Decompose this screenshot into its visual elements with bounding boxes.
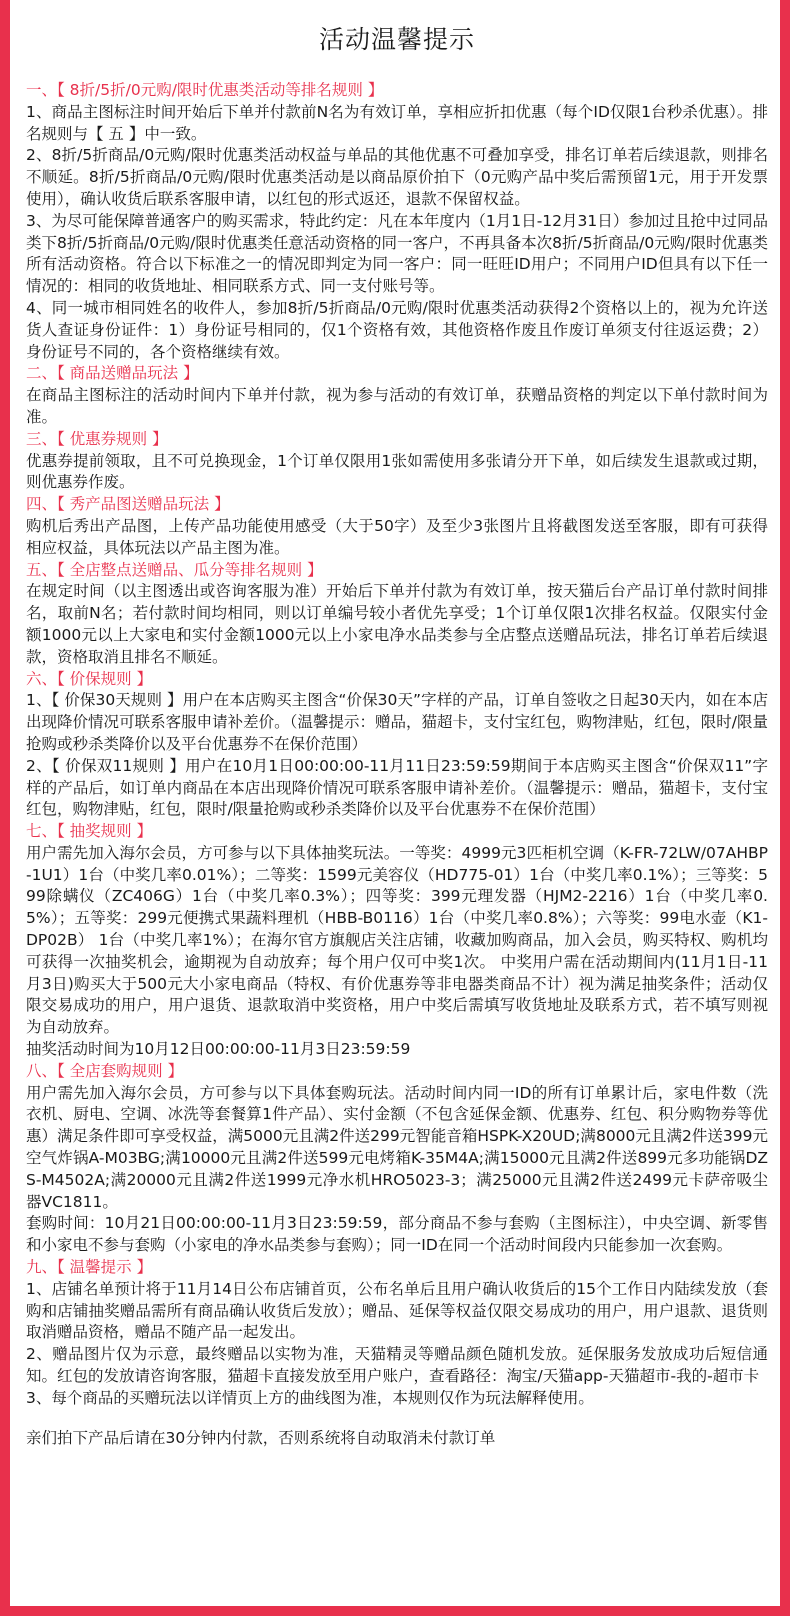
section-paragraph: 抽奖活动时间为10月12日00:00:00-11月3日23:59:59 <box>26 1040 411 1059</box>
section-paragraph: 4、同一城市相同姓名的收件人，参加8折/5折商品/0元购/限时优惠类活动获得2个资格以上的，视为允许送货人查证身份证件：1）身份证号相同的，仅1个资格有效，其他资格作废且作废订单须支付往返运费；2）身份证号不同的，各个资格继续有效。 <box>26 298 768 361</box>
section-heading: 七、【 抽奖规则 】 <box>26 822 153 841</box>
section-paragraph: 2、8折/5折商品/0元购/限时优惠类活动权益与单品的其他优惠不可叠加享受，排名订单若后续退款，则排名不顺延。8折/5折商品/0元购/限时优惠类活动是以商品原价拍下（0元购产品中奖后需预留1元，用于开发票使用），确认收货后联系客服申请，以红包的形式返还，退款不保留权益。 <box>26 146 768 208</box>
section-2 <box>26 363 768 428</box>
section-paragraph: 2、【 价保双11规则 】用户在10月1日00:00:00-11月11日23:59:59期间于本店购买主图含“价保双11”字样的产品后，如订单内商品在本店出现降价情况可联系客服申请补差价。（温馨提示：赠品，猫超卡，支付宝红包，购物津贴，红包，限时/限量抢购或秒杀类降价以及平台优惠券不在保价范围） <box>26 756 768 819</box>
section-heading: 四、【 秀产品图送赠品玩法 】 <box>26 495 230 514</box>
section-heading: 六、【 价保规则 】 <box>26 669 153 688</box>
section-7 <box>26 821 768 1061</box>
section-heading: 五、【 全店整点送赠品、瓜分等排名规则 】 <box>26 560 323 579</box>
section-heading: 八、【 全店套购规则 】 <box>26 1061 184 1080</box>
section-paragraph: 1、商品主图标注时间开始后下单并付款前N名为有效订单，享相应折扣优惠（每个ID仅限1台秒杀优惠）。排名规则与【 五 】中一致。 <box>26 102 768 143</box>
section-paragraph: 用户需先加入海尔会员，方可参与以下具体套购玩法。活动时间内同一ID的所有订单累计后，家电件数（洗衣机、厨电、空调、冰洗等套餐算1件产品）、实付金额（不包含延保金额、优惠券、红包、积分购物券等优惠）满足条件即可享受权益，满5000元且满2件送299元智能音箱HSPK-X20UD;满8000元且满2件送399元空气炸锅A-M03BG;满10000元且满2件送599元电烤箱K-35M4A;满15000元且满2件送899元多功能锅DZS-M4502A;满20000元且满2件送1999元净水机HRO5023-3；满25000元且满2件送2499元卡萨帝吸尘器VC1811。 <box>26 1083 768 1211</box>
payment-reminder: 亲们拍下产品后请在30分钟内付款，否则系统将自动取消未付款订单 <box>26 1428 496 1447</box>
page-title: 活动温馨提示 <box>318 25 475 54</box>
section-paragraph: 在规定时间（以主图透出或咨询客服为准）开始后下单并付款为有效订单，按天猫后台产品订单付款时间排名，取前N名；若付款时间均相同，则以订单编号较小者优先享受；1个订单仅限1次排名权益。仅限实付金额1000元以上大家电和实付金额1000元以上小家电净水品类参与全店整点送赠品玩法，排名订单若后续退款，资格取消且排名不顺延。 <box>26 582 768 666</box>
section-paragraph: 用户需先加入海尔会员，方可参与以下具体抽奖玩法。一等奖：4999元3匹柜机空调（K-FR-72LW/07AHBP-1U1）1台（中奖几率0.01%）；二等奖：1599元美容仪（HD775-01）1台（中奖几率0.1%）；三等奖：599除螨仪（ZC406G）1台（中奖几率0.3%）；四等奖：399元理发器（HJM2-2216）1台（中奖几率0.5%）；五等奖：299元便携式果蔬料理机（HBB-B0116）1台（中奖几率0.8%）；六等奖：99电水壶（K1-DP02B） 1台（中奖几率1%）；在海尔官方旗舰店关注店铺，收藏加购商品，加入会员，购买特权、购机均可获得一次抽奖机会，逾期视为自动放弃；每个用户仅可中奖1次。 中奖用户需在活动期间内(11月1日-11月3日)购买大于500元大小家电商品（特权、有价优惠券等非电器类商品不计）视为满足抽奖条件；活动仅限交易成功的用户，用户退货、退款取消中奖资格，用户中奖后需填写收货地址及联系方式，若不填写则视为自动放弃。 <box>26 843 768 1037</box>
section-paragraph: 购机后秀出产品图，上传产品功能使用感受（大于50字）及至少3张图片且将截图发送至客服，即有可获得相应权益，具体玩法以产品主图为准。 <box>26 516 768 557</box>
section-paragraph: 2、赠品图片仅为示意，最终赠品以实物为准，天猫精灵等赠品颜色随机发放。延保服务发放成功后短信通知。红包的发放请咨询客服，猫超卡直接发放至用户账户，查看路径：淘宝/天猫app-天猫超市-我的-超市卡 <box>26 1345 768 1386</box>
section-4 <box>26 494 768 559</box>
section-heading: 三、【 优惠券规则 】 <box>26 429 168 448</box>
section-paragraph: 3、每个商品的买赠玩法以详情页上方的曲线图为准，本规则仅作为玩法解释使用。 <box>26 1388 594 1407</box>
section-3 <box>26 429 768 494</box>
section-5 <box>26 560 768 669</box>
section-9 <box>26 1257 768 1410</box>
notice-content <box>26 0 768 1449</box>
section-heading: 一、【 8折/5折/0元购/限时优惠类活动等排名规则 】 <box>26 81 384 99</box>
section-paragraph: 套购时间：10月21日00:00:00-11月3日23:59:59，部分商品不参与套购（主图标注），中央空调、新零售和小家电不参与套购（小家电的净水品类参与套购）；同一ID在同一个活动时间段内只能参加一次套购。 <box>26 1214 768 1255</box>
section-paragraph: 3、为尽可能保障普通客户的购买需求，特此约定：凡在本年度内（1月1日-12月31日）参加过且抢中过同品类下8折/5折商品/0元购/限时优惠类任意活动资格的同一客户，不再具备本次8折/5折商品/0元购/限时优惠类所有活动资格。符合以下标准之一的情况即判定为同一客户：同一旺旺ID用户；不同用户ID但具有以下任一情况的：相同的收货地址、相同联系方式、同一支付账号等。 <box>26 211 768 296</box>
section-paragraph: 1、店铺名单预计将于11月14日公布店铺首页，公布名单后且用户确认收货后的15个工作日内陆续发放（套购和店铺抽奖赠品需所有商品确认收货后发放）；赠品、延保等权益仅限交易成功的用户，用户退款、退货则取消赠品资格，赠品不随产品一起发出。 <box>26 1279 768 1342</box>
section-6 <box>26 669 768 822</box>
section-paragraph: 在商品主图标注的活动时间内下单并付款，视为参与活动的有效订单，获赠品资格的判定以下单付款时间为准。 <box>26 386 768 426</box>
section-paragraph: 优惠券提前领取，且不可兑换现金，1个订单仅限用1张如需使用多张请分开下单，如后续发生退款或过期，则优惠券作废。 <box>26 451 768 492</box>
section-paragraph: 1、【 价保30天规则 】用户在本店购买主图含“价保30天”字样的产品，订单自签收之日起30天内，如在本店出现降价情况可联系客服申请补差价。（温馨提示：赠品，猫超卡，支付宝红包，购物津贴，红包，限时/限量抢购或秒杀类降价以及平台优惠券不在保价范围） <box>26 691 768 753</box>
section-8 <box>26 1061 768 1257</box>
section-heading: 九、【 温馨提示 】 <box>26 1258 153 1277</box>
spacer <box>26 1410 768 1428</box>
section-heading: 二、【 商品送赠品玩法 】 <box>26 364 199 383</box>
section-1 <box>26 80 768 363</box>
